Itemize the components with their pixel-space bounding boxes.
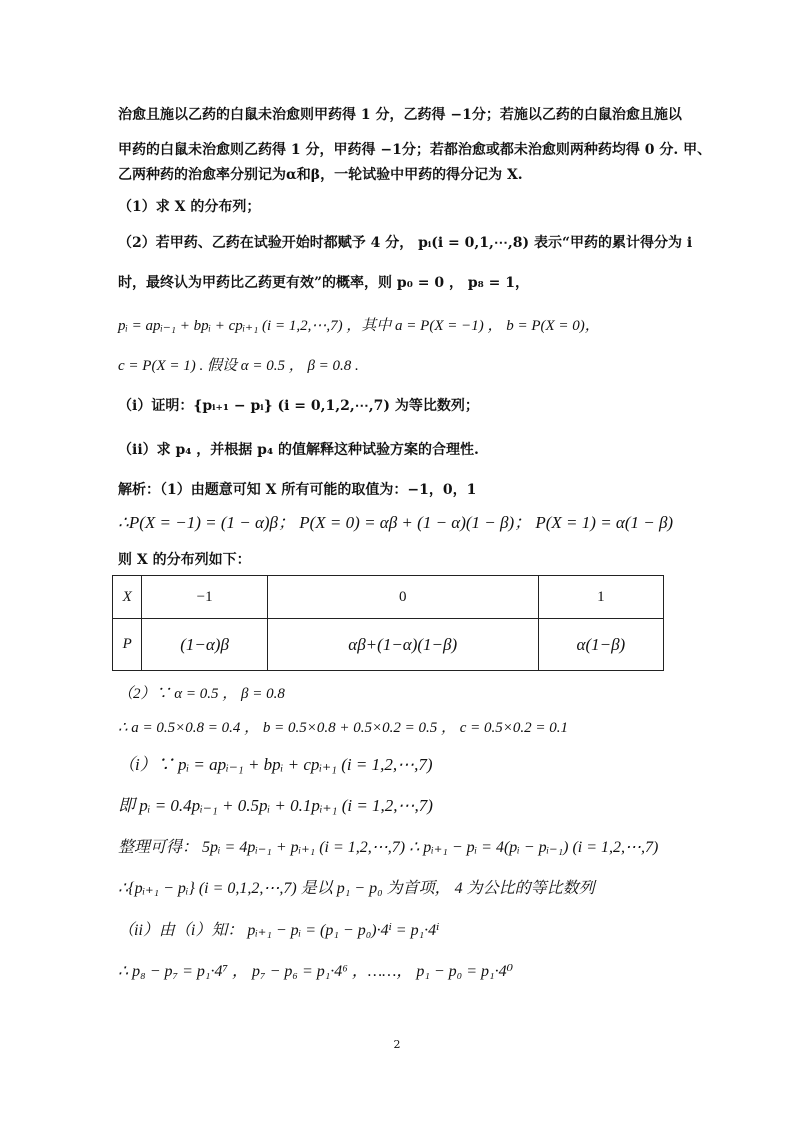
table-cell: αβ+(1−α)(1−β) (267, 619, 538, 671)
table-cell: 1 (538, 576, 663, 619)
question-2-i: （i）证明：{pᵢ₊₁ − pᵢ} (i = 0,1,2,⋯,7) 为等比数列； (118, 398, 479, 414)
text-line-1: 治愈且施以乙药的白鼠未治愈则甲药得 1 分，乙药得 −1分；若施以乙药的白鼠治愈且施以 (118, 107, 682, 123)
solution-1: 解析：（1）由题意可知 X 所有可能的取值为：−1，0，1 (118, 482, 477, 498)
formula-assumption: c = P(X = 1) . 假设 α = 0.5 ， β = 0.8 . (118, 358, 359, 374)
simplified-recurrence: 整理可得： 5pᵢ = 4pᵢ₋₁ + pᵢ₊₁ (i = 1,2,⋯,7) ∴ pᵢ₊₁ − pᵢ = 4(pᵢ − pᵢ₋₁) (i = 1,2,⋯,7) (118, 839, 659, 856)
table-cell: α(1−β) (538, 619, 663, 671)
solution-2: （2）∵ α = 0.5 ， β = 0.8 (118, 686, 285, 702)
question-1: （1）求 X 的分布列； (118, 199, 261, 215)
text-line-6: 时，最终认为甲药比乙药更有效”的概率，则 p₀ = 0 ， p₈ = 1， (118, 275, 529, 291)
table-cell: X (113, 576, 142, 619)
formula-recurrence: pᵢ = apᵢ₋₁ + bpᵢ + cpᵢ₊₁ (i = 1,2,⋯,7) ，其中 a = P(X = −1) ， b = P(X = 0)， (118, 318, 600, 334)
distribution-table (112, 575, 664, 671)
table-cell: P (113, 619, 142, 671)
question-2: （2）若甲药、乙药在试验开始时都赋予 4 分， pᵢ(i = 0,1,⋯,8) 表示“甲药的累计得分为 i (118, 235, 693, 251)
table-cell: −1 (142, 576, 267, 619)
text-line-3: 乙两种药的治愈率分别记为α和β，一轮试验中甲药的得分记为 X. (118, 167, 523, 183)
geometric-sequence-conclusion: ∴{pᵢ₊₁ − pᵢ} (i = 0,1,2,⋯,7) 是以 p₁ − p₀ 为首项， 4 为公比的等比数列 (118, 880, 595, 897)
table-cell: (1−α)β (142, 619, 267, 671)
text-line-2: 甲药的白鼠未治愈则乙药得 1 分，甲药得 −1分；若都治愈或都未治愈则两种药均得 0 分. 甲、 (118, 142, 712, 158)
table-cell: 0 (267, 576, 538, 619)
table-row (113, 576, 664, 619)
probabilities-formula: ∴P(X = −1) = (1 − α)β； P(X = 0) = αβ + (1 − α)(1 − β)； P(X = 1) = α(1 − β) (118, 513, 674, 532)
question-2-ii: （ii）求 p₄ ，并根据 p₄ 的值解释这种试验方案的合理性. (118, 442, 479, 458)
solution-2-ii: （ii）由（i）知： pᵢ₊₁ − pᵢ = (p₁ − p₀)·4ⁱ = p₁·4ⁱ (118, 922, 440, 939)
page-number: 2 (393, 1038, 401, 1051)
solution-2-i: （i）∵ pᵢ = apᵢ₋₁ + bpᵢ + cpᵢ₊₁ (i = 1,2,⋯,7) (118, 755, 433, 774)
abc-values: ∴ a = 0.5×0.8 = 0.4 ， b = 0.5×0.8 + 0.5×0.2 = 0.5 ， c = 0.5×0.2 = 0.1 (118, 720, 569, 736)
table-row (113, 619, 664, 671)
difference-chain: ∴ p₈ − p₇ = p₁·4⁷ ， p₇ − p₆ = p₁·4⁶ ，……， p₁ − p₀ = p₁·4⁰ (118, 963, 514, 980)
substituted-recurrence: 即 pᵢ = 0.4pᵢ₋₁ + 0.5pᵢ + 0.1pᵢ₊₁ (i = 1,2,⋯,7) (118, 796, 433, 815)
distribution-intro: 则 X 的分布列如下： (118, 552, 251, 568)
